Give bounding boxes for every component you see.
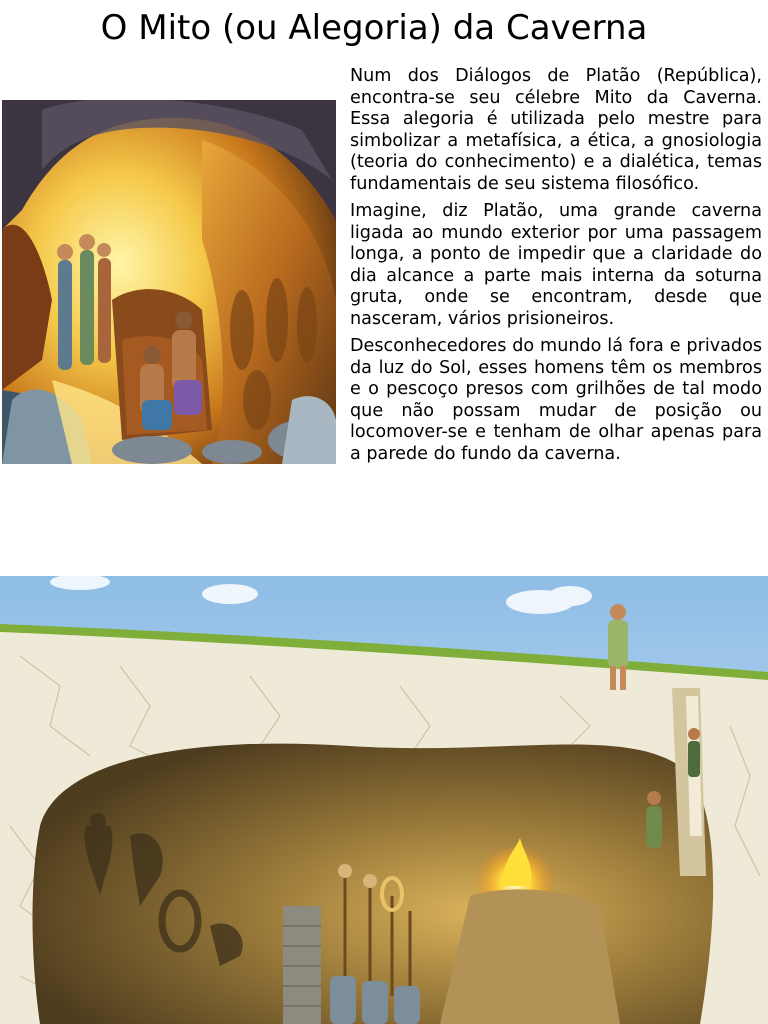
cave-cross-section-illustration: [0, 576, 768, 1024]
body-text: [350, 66, 762, 471]
paragraph-1: Num dos Diálogos de Platão (República), encontra-se seu célebre Mito da Caverna. Essa alegoria é utilizada pelo mestre para simbolizar a metafísica, a ética, a gnosiologia (teoria do conhecimento) e a dialética, temas fundamentais de seu sistema filosófico.: [350, 66, 762, 194]
paragraph-2: Imagine, diz Platão, uma grande caverna ligada ao mundo exterior por uma passagem longa, a ponto de impedir que a claridade do dia alcance a parte mais interna da soturna gruta, onde se encontram, desde que nasceram, vários prisioneiros.: [350, 201, 762, 329]
paragraph-3: Desconhecedores do mundo lá fora e privados da luz do Sol, esses homens têm os membros e o pescoço presos com grilhões de tal modo que não possam mudar de posição ou locomover-se e tenham de olhar apenas para a parede do fundo da caverna.: [350, 336, 762, 464]
page-title: O Mito (ou Alegoria) da Caverna: [100, 8, 648, 48]
cave-interior-illustration: [2, 100, 336, 464]
